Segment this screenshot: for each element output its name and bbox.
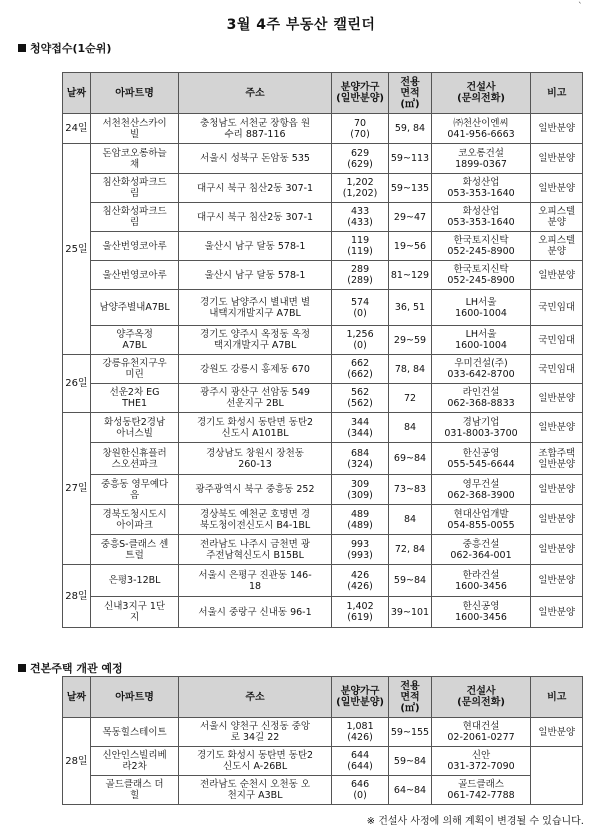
cell-units: 426 (426) (331, 565, 389, 597)
cell-addr: 경기도 화성시 동탄면 동탄2 신도시 A101BL (179, 413, 331, 443)
cell-builder: 신안 031-372-7090 (431, 747, 531, 776)
cell-apt: 침산화성파크드 림 (90, 174, 179, 203)
cell-units: 644 (644) (331, 747, 389, 776)
cell-apt: 강릉유천지구우 미린 (90, 355, 179, 384)
header-date: 날짜 (63, 677, 91, 718)
cell-addr: 광주광역시 북구 중흥동 252 (179, 475, 331, 505)
table-row (63, 261, 583, 290)
cell-builder: 현대건설 02-2061-0277 (431, 718, 531, 747)
cell-note: 일반분양 (531, 261, 583, 290)
header-apt: 아파트명 (90, 73, 179, 114)
cell-area: 69~84 (389, 443, 431, 475)
square-bullet-icon (18, 44, 26, 52)
table-row (63, 203, 583, 232)
cell-apt: 선운2차 EG THE1 (90, 384, 179, 413)
cell-note (531, 747, 583, 805)
cell-apt: 서천천산스카이 빌 (90, 114, 179, 144)
cell-area: 29~47 (389, 203, 431, 232)
cell-builder: 화성산업 053-353-1640 (431, 203, 531, 232)
cell-area: 78, 84 (389, 355, 431, 384)
header-units: 분양가구 (일반분양) (331, 73, 389, 114)
header-builder: 건설사 (문의전화) (431, 677, 531, 718)
cell-note: 일반분양 (531, 597, 583, 628)
cell-area: 72, 84 (389, 535, 431, 565)
section-heading-model-house (18, 660, 123, 676)
table-row (63, 776, 583, 805)
table-row (63, 505, 583, 535)
cell-addr: 경상남도 창원시 장천동 260-13 (179, 443, 331, 475)
header-date: 날짜 (63, 73, 91, 114)
cell-apt: 신내3지구 1단 지 (90, 597, 179, 628)
cell-note: 오피스텔 분양 (531, 232, 583, 261)
cell-builder: 코오롱건설 1899-0367 (431, 144, 531, 174)
header-apt: 아파트명 (90, 677, 179, 718)
cell-builder: 경남기업 031-8003-3700 (431, 413, 531, 443)
cell-apt: 신안인스빌리베 라2차 (90, 747, 179, 776)
cell-area: 59, 84 (389, 114, 431, 144)
cell-note: 일반분양 (531, 565, 583, 597)
table-row (63, 384, 583, 413)
table-row (63, 326, 583, 355)
cell-date: 28일 (63, 718, 91, 805)
cell-builder: ㈜천산이엔씨 041-956-6663 (431, 114, 531, 144)
cell-addr: 광주시 광산구 선암동 549 선운지구 2BL (179, 384, 331, 413)
cell-note: 일반분양 (531, 174, 583, 203)
cell-builder: 한국토지신탁 052-245-8900 (431, 232, 531, 261)
cell-builder: 한신공영 055-545-6644 (431, 443, 531, 475)
cell-date: 24일 (63, 114, 91, 144)
cell-date: 26일 (63, 355, 91, 413)
cell-units: 1,402 (619) (331, 597, 389, 628)
cell-area: 39~101 (389, 597, 431, 628)
cell-builder: 한라건설 1600-3456 (431, 565, 531, 597)
cell-area: 84 (389, 505, 431, 535)
cell-builder: 중흥건설 062-364-001 (431, 535, 531, 565)
cell-addr: 전라남도 나주시 금천면 광 주전남혁신도시 B15BL (179, 535, 331, 565)
cell-apt: 중흥S-클래스 센 트럴 (90, 535, 179, 565)
cell-note: 일반분양 (531, 475, 583, 505)
cell-addr: 울산시 남구 달동 578-1 (179, 232, 331, 261)
table-row (63, 413, 583, 443)
cell-builder: LH서울 1600-1004 (431, 326, 531, 355)
cell-note: 일반분양 (531, 144, 583, 174)
cell-units: 562 (562) (331, 384, 389, 413)
cell-area: 84 (389, 413, 431, 443)
cell-units: 70 (70) (331, 114, 389, 144)
header-address: 주소 (179, 677, 331, 718)
header-builder: 건설사 (문의전화) (431, 73, 531, 114)
cell-area: 59~155 (389, 718, 431, 747)
cell-units: 433 (433) (331, 203, 389, 232)
cell-note: 오피스텔 분양 (531, 203, 583, 232)
cell-area: 59~84 (389, 565, 431, 597)
table-row (63, 144, 583, 174)
header-address: 주소 (179, 73, 331, 114)
cell-addr: 대구시 북구 침산2동 307-1 (179, 203, 331, 232)
model-house-table (62, 676, 583, 805)
table-row (63, 232, 583, 261)
cell-addr: 경상북도 예천군 호명면 경 북도청이전신도시 B4-1BL (179, 505, 331, 535)
cell-units: 629 (629) (331, 144, 389, 174)
cell-note: 국민임대 (531, 290, 583, 326)
subscription-table (62, 72, 583, 628)
cell-builder: 한국토지신탁 052-245-8900 (431, 261, 531, 290)
table-header-row (63, 677, 583, 718)
cell-builder: 영무건설 062-368-3900 (431, 475, 531, 505)
cell-apt: 창원한신휴플러 스오션파크 (90, 443, 179, 475)
header-area: 전용 면적 (㎡) (389, 73, 431, 114)
cell-note: 국민임대 (531, 355, 583, 384)
table-row (63, 290, 583, 326)
cell-addr: 서울시 양천구 신정동 중앙 로 34길 22 (179, 718, 331, 747)
cell-builder: LH서울 1600-1004 (431, 290, 531, 326)
cell-units: 646 (0) (331, 776, 389, 805)
cell-addr: 경기도 남양주시 별내면 별 내택지개발지구 A7BL (179, 290, 331, 326)
cell-apt: 양주옥정 A7BL (90, 326, 179, 355)
top-mark: ` (578, 2, 583, 12)
page-title: 3월 4주 부동산 캘린더 (226, 17, 376, 33)
cell-note: 일반분양 (531, 384, 583, 413)
square-bullet-icon (18, 664, 26, 672)
cell-addr: 충청남도 서천군 장항읍 원 수리 887-116 (179, 114, 331, 144)
cell-apt: 울산번영코아루 (90, 232, 179, 261)
footnote: ※ 건설사 사정에 의해 계획이 변경될 수 있습니다. (366, 816, 584, 827)
cell-apt: 은평3-12BL (90, 565, 179, 597)
cell-area: 73~83 (389, 475, 431, 505)
header-note: 비고 (531, 73, 583, 114)
cell-builder: 한신공영 1600-3456 (431, 597, 531, 628)
cell-units: 289 (289) (331, 261, 389, 290)
cell-apt: 침산화성파크드 림 (90, 203, 179, 232)
cell-addr: 경기도 양주시 옥정동 옥정 택지개발지구 A7BL (179, 326, 331, 355)
table-row (63, 747, 583, 776)
cell-addr: 서울시 은평구 진관동 146- 18 (179, 565, 331, 597)
table-row (63, 535, 583, 565)
cell-builder: 우미건설(주) 033-642-8700 (431, 355, 531, 384)
cell-units: 574 (0) (331, 290, 389, 326)
cell-area: 59~113 (389, 144, 431, 174)
cell-addr: 경기도 화성시 동탄면 동탄2 신도시 A-26BL (179, 747, 331, 776)
cell-addr: 울산시 남구 달동 578-1 (179, 261, 331, 290)
cell-date: 25일 (63, 144, 91, 355)
cell-note: 일반분양 (531, 413, 583, 443)
cell-addr: 강원도 강릉시 홍제동 670 (179, 355, 331, 384)
table-row (63, 718, 583, 747)
cell-date: 27일 (63, 413, 91, 565)
header-area: 전용 면적 (㎡) (389, 677, 431, 718)
table-row (63, 597, 583, 628)
header-note: 비고 (531, 677, 583, 718)
section-heading-subscription (18, 40, 111, 56)
cell-units: 309 (309) (331, 475, 389, 505)
cell-apt: 화성동탄2경남 아너스빌 (90, 413, 179, 443)
cell-units: 119 (119) (331, 232, 389, 261)
cell-builder: 골드클래스 061-742-7788 (431, 776, 531, 805)
cell-units: 489 (489) (331, 505, 389, 535)
table-row (63, 565, 583, 597)
table-row (63, 114, 583, 144)
cell-note: 일반분양 (531, 114, 583, 144)
section-heading-label: 청약접수(1순위) (30, 42, 112, 55)
cell-area: 59~135 (389, 174, 431, 203)
cell-apt: 경북도청시도시 아이파크 (90, 505, 179, 535)
cell-units: 1,256 (0) (331, 326, 389, 355)
cell-apt: 돈암코오롱하늘 채 (90, 144, 179, 174)
cell-apt: 남양주별내A7BL (90, 290, 179, 326)
cell-units: 344 (344) (331, 413, 389, 443)
table-row (63, 475, 583, 505)
cell-builder: 화성산업 053-353-1640 (431, 174, 531, 203)
cell-area: 64~84 (389, 776, 431, 805)
cell-builder: 현대산업개발 054-855-0055 (431, 505, 531, 535)
cell-addr: 전라남도 순천시 오천동 오 천지구 A3BL (179, 776, 331, 805)
cell-note: 국민임대 (531, 326, 583, 355)
cell-units: 1,202 (1,202) (331, 174, 389, 203)
cell-area: 81~129 (389, 261, 431, 290)
section-heading-label: 견본주택 개관 예정 (30, 662, 123, 675)
cell-apt: 중흥동 영무예다 음 (90, 475, 179, 505)
cell-area: 19~56 (389, 232, 431, 261)
cell-area: 59~84 (389, 747, 431, 776)
cell-addr: 대구시 북구 침산2동 307-1 (179, 174, 331, 203)
table-row (63, 443, 583, 475)
cell-note: 일반분양 (531, 505, 583, 535)
header-units: 분양가구 (일반분양) (331, 677, 389, 718)
cell-note: 조합주택 일반분양 (531, 443, 583, 475)
cell-area: 29~59 (389, 326, 431, 355)
cell-units: 684 (324) (331, 443, 389, 475)
cell-addr: 서울시 성북구 돈암동 535 (179, 144, 331, 174)
cell-apt: 골드클래스 더 힐 (90, 776, 179, 805)
cell-note: 일반분양 (531, 535, 583, 565)
table-row (63, 174, 583, 203)
table-header-row (63, 73, 583, 114)
cell-builder: 라인건설 062-368-8833 (431, 384, 531, 413)
cell-units: 993 (993) (331, 535, 389, 565)
cell-units: 662 (662) (331, 355, 389, 384)
cell-date: 28일 (63, 565, 91, 628)
cell-note: 일반분양 (531, 718, 583, 747)
table-row (63, 355, 583, 384)
cell-apt: 목동힐스테이트 (90, 718, 179, 747)
cell-area: 36, 51 (389, 290, 431, 326)
cell-area: 72 (389, 384, 431, 413)
cell-addr: 서울시 중랑구 신내동 96-1 (179, 597, 331, 628)
cell-units: 1,081 (426) (331, 718, 389, 747)
cell-apt: 울산번영코아루 (90, 261, 179, 290)
